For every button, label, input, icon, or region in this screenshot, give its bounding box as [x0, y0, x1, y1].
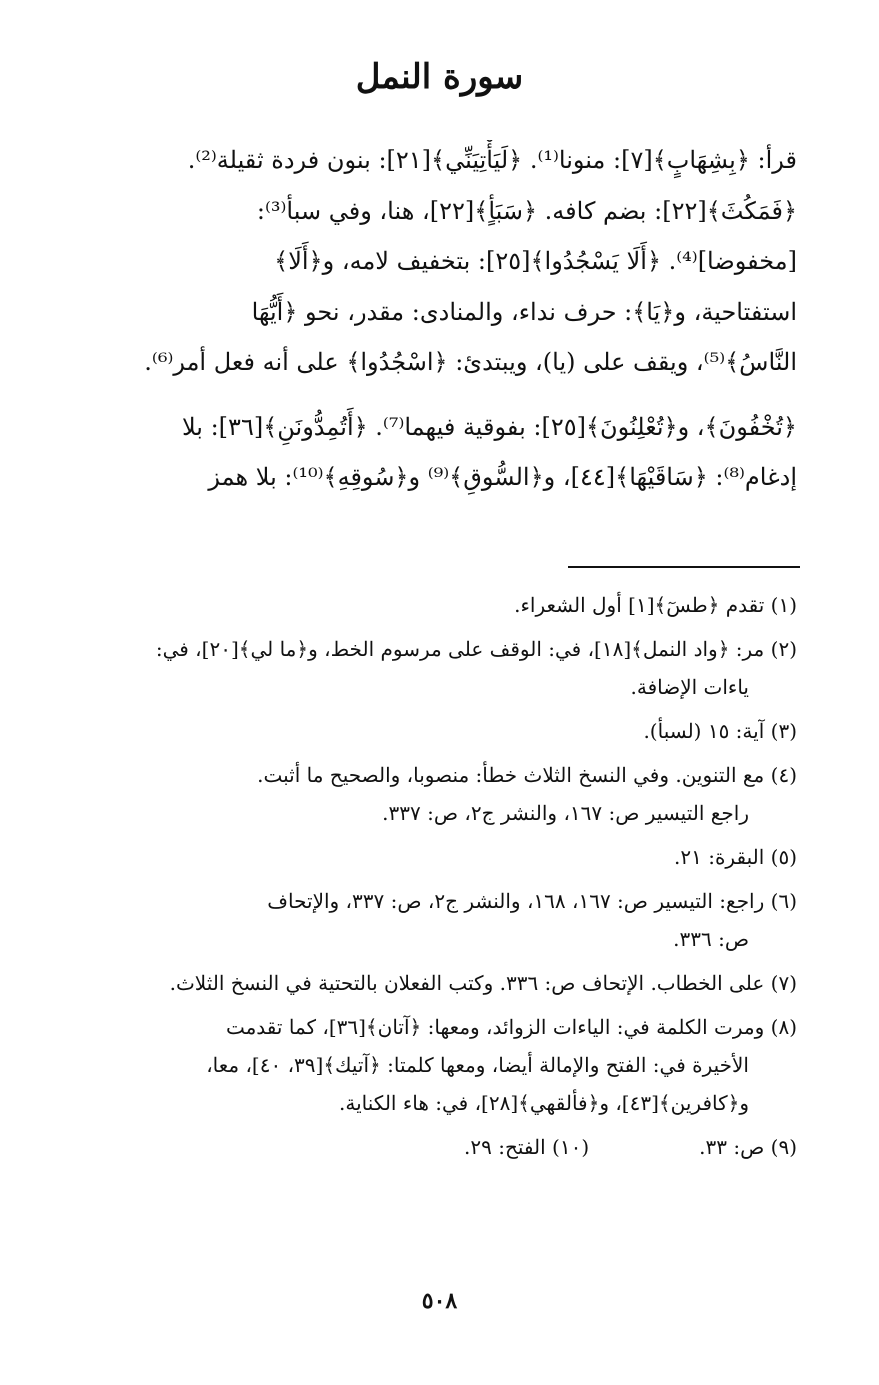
page-title: سورة النمل: [355, 57, 524, 97]
footnote-1: (١) تقدم ﴿طسٓ﴾[١] أول الشعراء.: [514, 593, 797, 617]
page-number: ٥٠٨: [421, 1288, 458, 1314]
footnote-10: (١٠) الفتح: ٢٩.: [464, 1135, 590, 1159]
footnote-line: (٨) ومرت الكلمة في: الياءات الزوائد، ومعها: ﴿آتان﴾[٣٦]، كما تقدمت: [225, 1015, 797, 1039]
footnote-4: [86, 756, 797, 832]
footnote-line: ياءات الإضافة.: [630, 675, 749, 699]
text-line: ﴿فَمَكُثَ﴾[٢٢]: بضم كافه. ﴿سَبَأٍ﴾[٢٢]، هنا، وفي سبأ⁽³⁾:: [256, 196, 797, 225]
footnote-7: (٧) على الخطاب. الإتحاف ص: ٣٣٦. وكتب الفعلان بالتحتية في النسخ الثلاث.: [169, 971, 797, 995]
footnote-pair: [86, 1128, 797, 1166]
footnote-9: (٩) ص: ٣٣.: [699, 1135, 797, 1159]
footnote-line: الأخيرة في: الفتح والإمالة أيضا، ومعها كلمتا: ﴿آتيك﴾[٣٩، ٤٠]، معا،: [206, 1053, 749, 1077]
footnote-line: (٢) مر: ﴿واد النمل﴾[١٨]، في: الوقف على مرسوم الخط، و﴿ما لي﴾[٢٠]، في:: [155, 637, 797, 661]
footnote-divider: [568, 566, 800, 568]
text-line: ﴿تُخْفُونَ﴾، و﴿تُعْلِنُونَ﴾[٢٥]: بفوقية فيهما⁽⁷⁾. ﴿أَتُمِدُّونَنِ﴾[٣٦]: بلا: [181, 412, 797, 441]
footnote-line: راجع التيسير ص: ١٦٧، والنشر ج٢، ص: ٣٣٧.: [382, 801, 749, 825]
footnote-8: [86, 1008, 797, 1122]
text-line: [مخفوضا]⁽⁴⁾. ﴿أَلَا يَسْجُدُوا﴾[٢٥]: بتخفيف لامه، و﴿أَلَا﴾: [274, 247, 797, 275]
main-text: [86, 140, 797, 508]
footnote-line: (٤) مع التنوين. وفي النسخ الثلاث خطأ: منصوبا، والصحيح ما أثبت.: [257, 763, 797, 787]
footnote-line: ص: ٣٣٦.: [673, 927, 749, 951]
footnote-2: [86, 630, 797, 706]
footnotes: [86, 586, 797, 1166]
text-line: النَّاسُ﴾⁽⁵⁾، ويقف على (يا)، ويبتدئ: ﴿اسْجُدُوا﴾ على أنه فعل أمر⁽⁶⁾.: [144, 348, 797, 376]
text-line: استفتاحية، و﴿يَا﴾: حرف نداء، والمنادى: مقدر، نحو ﴿أَيُّهَا: [251, 297, 797, 326]
footnote-line: و﴿كافرين﴾[٤٣]، و﴿فألقهي﴾[٢٨]، في: هاء الكناية.: [339, 1091, 749, 1115]
footnote-5: (٥) البقرة: ٢١.: [674, 845, 797, 869]
footnote-6: [86, 882, 797, 958]
footnote-3: (٣) آية: ١٥ (لسبأ).: [643, 719, 797, 743]
footnote-line: (٦) راجع: التيسير ص: ١٦٧، ١٦٨، والنشر ج٢، ص: ٣٣٧، والإتحاف: [267, 889, 797, 913]
text-line: إدغام⁽⁸⁾: ﴿سَاقَيْهَا﴾[٤٤]، و﴿السُّوقِ﴾⁽⁹⁾ و﴿سُوقِهِ﴾⁽¹⁰⁾: بلا همز: [208, 463, 797, 491]
text-line: قرأ: ﴿بِشِهَابٍ﴾[٧]: منونا⁽¹⁾. ﴿لَيَأْتِيَنِّي﴾[٢١]: بنون فردة ثقيلة⁽²⁾.: [187, 146, 797, 174]
